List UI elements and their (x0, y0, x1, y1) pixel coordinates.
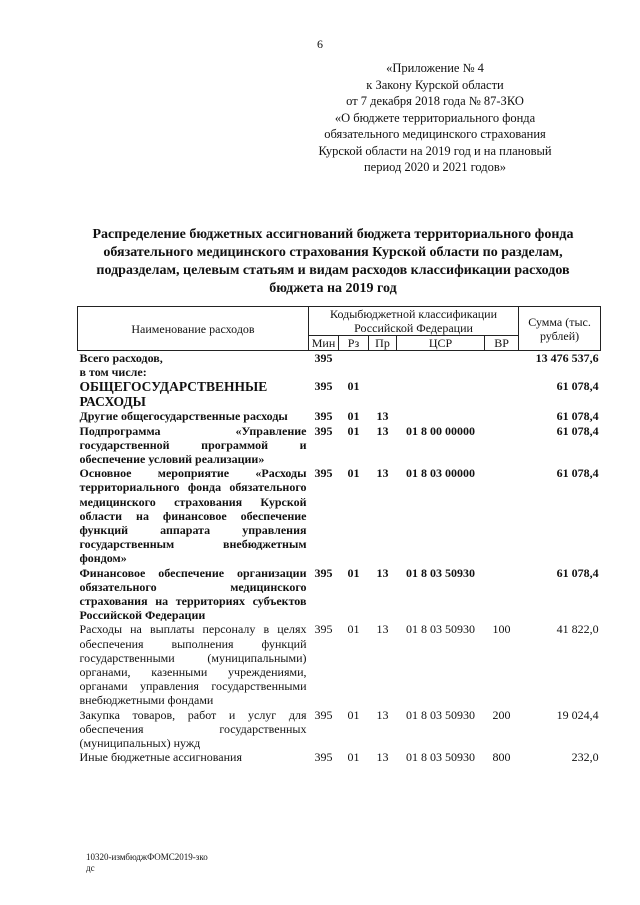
row-name: Финансовое обеспечение организации обязательного медицинского страхования на территориях субъектов Российской Федерации (79, 565, 307, 623)
footer-file-code: 10320-измбюджФОМС2019-зко (86, 852, 208, 862)
row-pr: 13 (376, 423, 389, 438)
row-min: 395 (314, 707, 333, 722)
row-pr: 13 (376, 409, 389, 424)
row-min: 395 (314, 565, 333, 580)
table-header-row (78, 307, 601, 336)
row-rz: 01 (347, 707, 360, 722)
footer (86, 852, 208, 874)
header-codes: Кодыбюджетной классификации Российской Федерации (309, 307, 519, 336)
header-min: Мин (309, 336, 339, 351)
header-pr: Пр (369, 336, 397, 351)
row-csr: 01 8 03 00000 (406, 466, 475, 481)
row-name: Всего расходов, в том числе: (79, 351, 163, 380)
row-min: 395 (314, 379, 333, 394)
annex-header (300, 60, 570, 176)
budget-table (77, 306, 601, 764)
row-min: 395 (314, 351, 333, 365)
row-pr (369, 379, 397, 409)
table-row (78, 750, 601, 764)
row-name: Закупка товаров, работ и услуг для обеспечения государственных (муниципальных) нужд (79, 707, 307, 751)
row-csr (397, 379, 485, 409)
row-min: 395 (314, 423, 333, 438)
annex-line: период 2020 и 2021 годов» (363, 160, 507, 174)
header-vr: ВР (485, 336, 519, 351)
row-csr: 01 8 03 50930 (406, 750, 475, 765)
row-sum: 232,0 (571, 750, 599, 765)
table-row (78, 622, 601, 707)
row-name: Другие общегосударственные расходы (79, 409, 288, 424)
row-rz: 01 (347, 423, 360, 438)
row-sum: 61 078,4 (556, 409, 599, 424)
row-rz: 01 (347, 750, 360, 765)
row-name: Основное мероприятие «Расходы территориального фонда обязательного медицинского страхования Курской области на финансовое обеспечение функций аппарата управления государственным внебюджетным фондом» (79, 466, 307, 566)
row-vr (485, 409, 519, 423)
row-pr: 13 (376, 707, 389, 722)
row-min: 395 (314, 409, 333, 424)
row-pr: 13 (376, 622, 389, 637)
row-rz: 01 (347, 466, 360, 481)
annex-line: «О бюджете территориального фонда (334, 110, 536, 125)
row-min: 395 (314, 466, 333, 481)
row-rz: 01 (347, 565, 360, 580)
annex-line: Курской области на 2019 год и на плановый (318, 143, 552, 158)
row-name: Подпрограмма «Управление государственной программой и обеспечение условий реализации» (79, 423, 307, 467)
row-min: 395 (314, 622, 333, 637)
document-title: Распределение бюджетных ассигнований бюджета территориального фонда обязательного медицинского страхования Курской области по разделам, подразделам, целевым статьям и видам расходов классификации расходов бюджета на 2019 год (92, 227, 574, 296)
table-row (78, 351, 601, 380)
row-vr (485, 566, 519, 623)
row-name: Иные бюджетные ассигнования (79, 750, 242, 765)
page-number: 6 (317, 37, 323, 51)
row-rz: 01 (347, 379, 360, 394)
row-vr: 200 (492, 707, 511, 722)
annex-line: «Приложение № 4 (386, 61, 484, 75)
row-csr: 01 8 00 00000 (406, 423, 475, 438)
table-row (78, 566, 601, 623)
annex-line: к Закону Курской области (366, 77, 504, 92)
table-row (78, 708, 601, 751)
row-csr: 01 8 03 50930 (406, 707, 475, 722)
row-name: Расходы на выплаты персоналу в целях обеспечения выполнения функций государственными (муниципальными) органами, казенными учреждениями, органами управления государственными внебюджетными фондами (79, 622, 307, 708)
row-pr: 13 (376, 750, 389, 765)
row-vr (485, 424, 519, 467)
header-csr: ЦСР (397, 336, 485, 351)
row-rz: 01 (347, 409, 360, 424)
row-csr (397, 409, 485, 423)
row-vr (485, 351, 519, 380)
row-sum: 61 078,4 (556, 466, 599, 481)
row-csr: 01 8 03 50930 (406, 622, 475, 637)
row-pr: 13 (376, 466, 389, 481)
header-rz: Рз (339, 336, 369, 351)
row-pr: 13 (376, 565, 389, 580)
footer-initials: дс (86, 863, 95, 873)
row-min: 395 (314, 750, 333, 765)
table-row (78, 409, 601, 423)
row-vr (485, 379, 519, 409)
table-row (78, 379, 601, 409)
row-vr: 800 (492, 750, 511, 765)
row-vr (485, 466, 519, 565)
row-sum: 61 078,4 (556, 379, 599, 394)
header-name: Наименование расходов (78, 307, 309, 351)
row-sum: 61 078,4 (556, 565, 599, 580)
row-csr: 01 8 03 50930 (406, 565, 475, 580)
annex-line: от 7 декабря 2018 года № 87-ЗКО (346, 94, 524, 108)
table-row (78, 466, 601, 565)
row-sum: 19 024,4 (556, 707, 599, 722)
header-sum: Сумма (тыс. рублей) (519, 307, 601, 351)
row-csr (397, 351, 485, 380)
row-rz (339, 351, 369, 380)
row-sum: 61 078,4 (556, 423, 599, 438)
row-sum: 13 476 537,6 (535, 351, 599, 365)
row-vr: 100 (492, 622, 511, 637)
row-pr (369, 351, 397, 380)
row-rz: 01 (347, 622, 360, 637)
row-sum: 41 822,0 (556, 622, 599, 637)
row-name: ОБЩЕГОСУДАРСТВЕННЫЕ РАСХОДЫ (79, 379, 268, 410)
table-row (78, 424, 601, 467)
annex-line: обязательного медицинского страхования (324, 127, 546, 141)
